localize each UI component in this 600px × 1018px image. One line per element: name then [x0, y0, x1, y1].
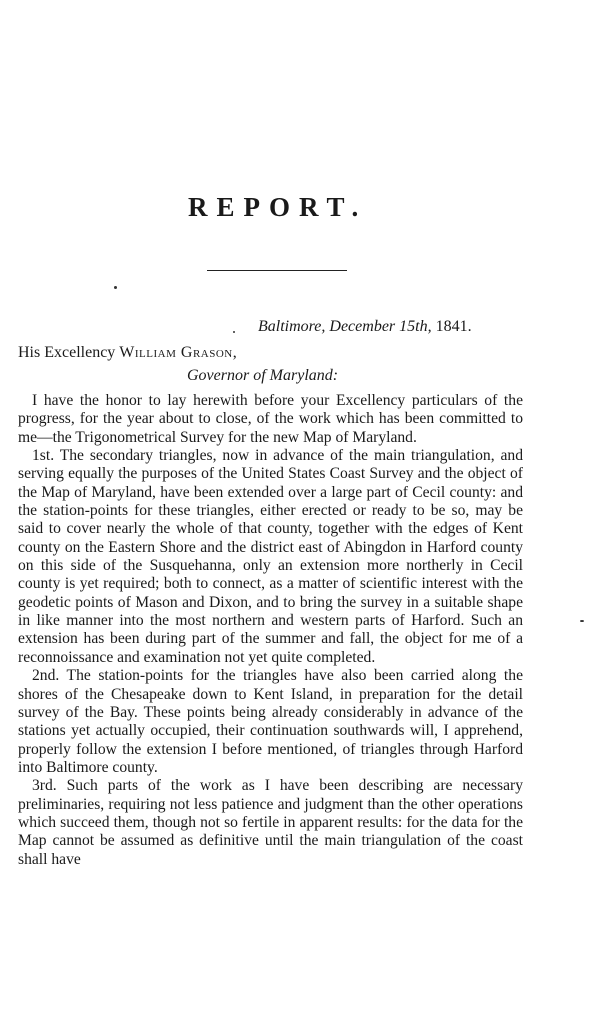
- ink-speck: [580, 620, 584, 622]
- dateline: [258, 318, 472, 336]
- dateline-place-date: Baltimore, December 15th,: [258, 318, 432, 335]
- ink-speck: [114, 286, 117, 289]
- title-rule: [207, 270, 347, 271]
- report-heading: REPORT.: [188, 192, 368, 222]
- paragraph-first: 1st. The secondary triangles, now in advance of the main triangulation, and serving equally the purposes of the United States Coast Survey and the object of the Map of Maryland, have been extended over a large part of Cecil county: and the station-points for these triangles, either erected or ready to be so, may be said to cover nearly the whole of that county, together with the edges of Kent county on the Eastern Shore and the district east of Abingdon in Harford county on this side of the Susquehanna, only an extension more northerly in Cecil county is yet required; both to connect, as a matter of scientific interest with the geodetic points of Mason and Dixon, and to bring the survey in a suitable shape in like manner into the most northern and western parts of Harford. Such an extension has been during part of the summer and fall, the object for me of a reconnoissance and examination not yet quite completed.: [18, 447, 523, 666]
- addressee-office: Governor of Maryland:: [187, 367, 339, 384]
- salutation-prefix: His Excellency: [18, 344, 116, 361]
- addressee-name: William Grason,: [119, 344, 238, 361]
- salutation: [18, 344, 237, 362]
- ink-speck: [233, 331, 235, 333]
- report-body: [18, 392, 523, 869]
- paragraph-intro: I have the honor to lay herewith before your Excellency particulars of the progress, for the year about to close, of the work which has been committed to me—the Trigonometrical Survey for the new Map of Maryland.: [18, 392, 523, 446]
- paragraph-second: 2nd. The station-points for the triangles have also been carried along the shores of the Chesapeake down to Kent Island, in preparation for the detail survey of the Bay. These points being already considerably in advance of the stations yet actually occupied, their continuation southwards will, I apprehend, properly follow the extension I before mentioned, of triangles through Harford into Baltimore county.: [18, 667, 523, 776]
- paragraph-third: 3rd. Such parts of the work as I have been describing are necessary preliminaries, requiring not less patience and judgment than the other operations which succeed them, though not so fertile in apparent results: for the data for the Map cannot be assumed as definitive until the main triangulation of the coast shall have: [18, 777, 523, 868]
- dateline-year: 1841.: [435, 318, 472, 335]
